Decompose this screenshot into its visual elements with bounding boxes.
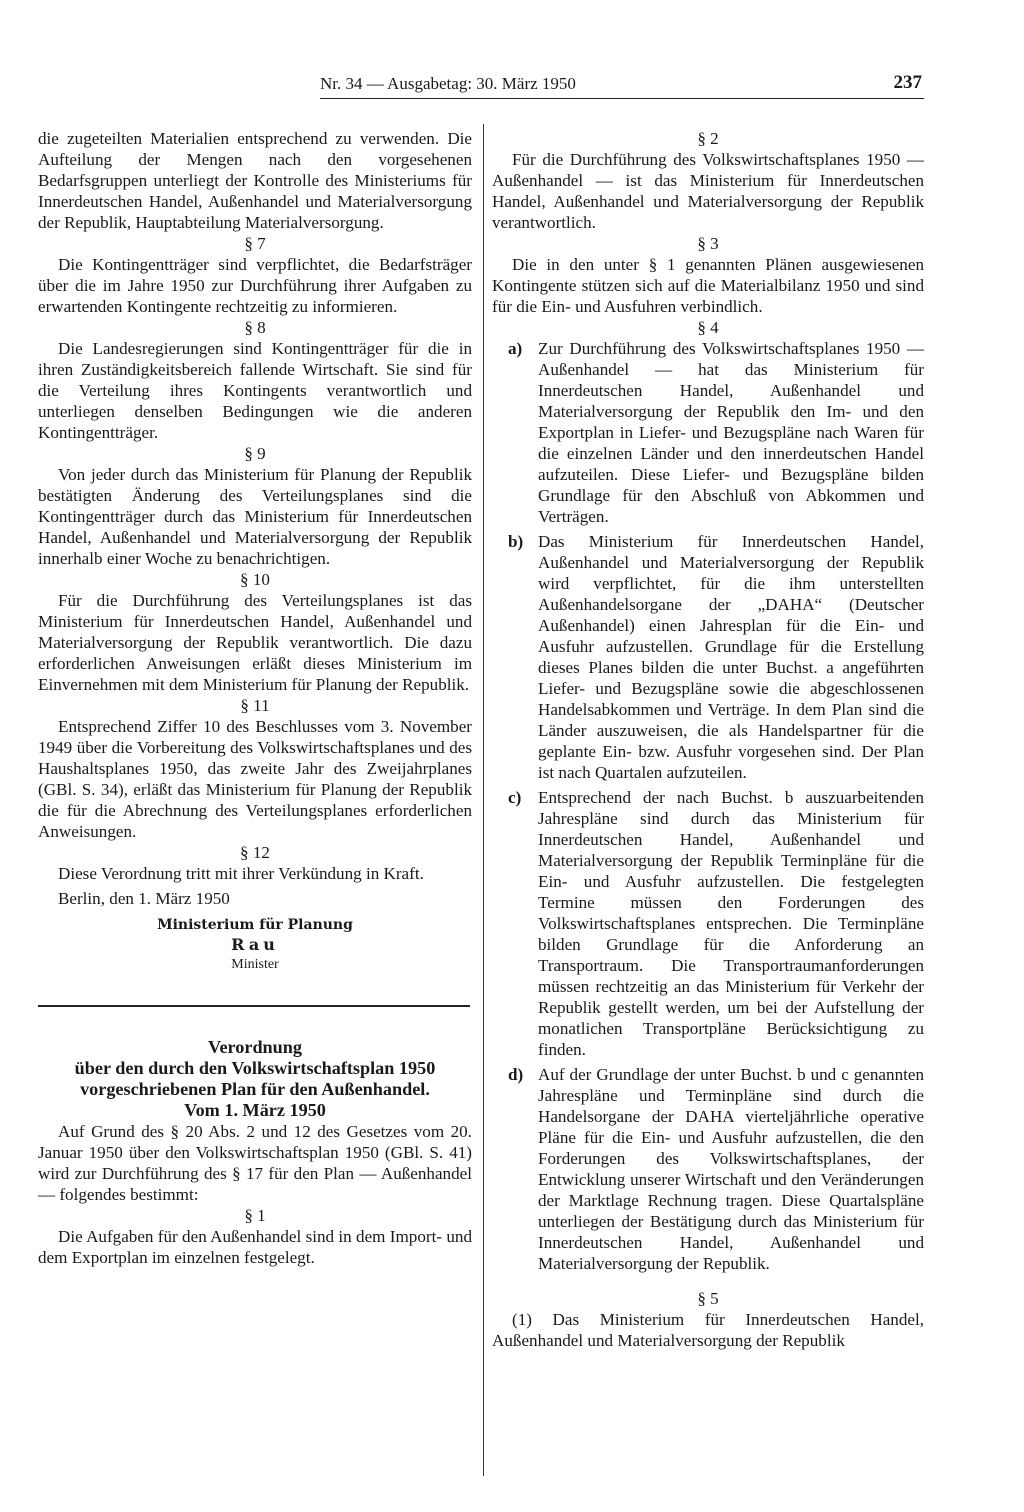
list-item-c	[492, 787, 924, 1060]
section-9-heading: § 9	[244, 444, 266, 463]
list-item-d	[492, 1064, 924, 1274]
list-item-text: Auf der Grundlage der unter Buchst. b und c genannten Jahrespläne und Terminpläne sind durch die Handelsorgane der DAHA vierteljährliche operative Pläne für die Ein- und Ausfuhr aufzustellen, die den Forderungen des Volkswirtschaftsplanes, der Entwicklung unserer Wirtschaft und den Veränderungen der Marktlage Rechnung tragen. Diese Quartalspläne unterliegen der Bestätigung durch das Ministerium für Innerdeutschen Handel, Außenhandel und Materialversorgung der Republik.	[538, 1065, 924, 1273]
preamble: Auf Grund des § 20 Abs. 2 und 12 des Gesetzes vom 20. Januar 1950 über den Volkswirtschaftsplan 1950 (GBl. S. 41) wird zur Durchführung des § 17 für den Plan — Außenhandel — folgendes bestimmt:	[38, 1122, 472, 1204]
section-3-text: Die in den unter § 1 genannten Plänen ausgewiesenen Kontingente stützen sich auf die Materialbilanz 1950 und sind für die Ein- und Ausfuhren verbindlich.	[492, 255, 924, 316]
section-8-heading: § 8	[244, 318, 266, 337]
section-10-text: Für die Durchführung des Verteilungsplanes ist das Ministerium für Innerdeutschen Handel, Außenhandel und Materialversorgung der Republik verantwortlich. Die dazu erforderlichen Anweisungen erläßt dieses Ministerium im Einvernehmen mit dem Ministerium für Planung der Republik.	[38, 591, 472, 694]
section-5-text: (1) Das Ministerium für Innerdeutschen Handel, Außenhandel und Materialversorgung der Republik	[492, 1310, 924, 1350]
header-rule	[320, 98, 924, 99]
section-11-text: Entsprechend Ziffer 10 des Beschlusses vom 3. November 1949 über die Vorbereitung des Volkswirtschaftsplanes und des Haushaltsplanes 1950, das zweite Jahr des Zweijahrplanes (GBl. S. 34), erläßt das Ministerium für Planung der Republik die für die Abrechnung des Verteilungsplanes erforderlichen Anweisungen.	[38, 717, 472, 841]
section-8-text: Die Landesregierungen sind Kontingentträger für die in ihren Zuständigkeitsbereich fallende Wirtschaft. Sie sind für die Verteilung ihres Kontingents verantwortlich und unterliegen denselben Bedingungen wie die anderen Kontingentträger.	[38, 339, 472, 442]
section-12-heading: § 12	[240, 843, 270, 862]
section-3-heading: § 3	[697, 234, 719, 253]
page-number: 237	[893, 72, 922, 93]
signature-name: Rau	[231, 935, 279, 954]
section-1-text: Die Aufgaben für den Außenhandel sind in dem Import- und dem Exportplan im einzelnen festgelegt.	[38, 1227, 472, 1267]
list-item-text: Zur Durchführung des Volkswirtschaftsplanes 1950 — Außenhandel — hat das Ministerium für Innerdeutschen Handel, Außenhandel und Materialversorgung der Republik den Im- und den Exportplan in Liefer- und Bezugspläne nach Waren für die einzelnen Länder und den innerdeutschen Handel aufzuteilen. Diese Liefer- und Bezugspläne bilden Grundlage für den Abschluß von Abkommen und Verträgen.	[538, 339, 924, 526]
section-4-heading: § 4	[697, 318, 719, 337]
list-item-text: Das Ministerium für Innerdeutschen Handel, Außenhandel und Materialversorgung der Republik wird verpflichtet, für die ihm unterstellten Außenhandelsorgane der „DAHA“ (Deutscher Außenhandel) einen Jahresplan für die Ein- und Ausfuhr aufzustellen. Grundlage für die Erstellung dieses Planes bilden die unter Buchst. a angeführten Liefer- und Bezugspläne sowie die abgeschlossenen Handelsabkommen und Verträge. In dem Plan sind die Länder auszuweisen, die als Handelspartner für die geplante Ein- bzw. Ausfuhr vorgesehen sind. Der Plan ist nach Quartalen aufzuteilen.	[538, 532, 924, 782]
section-12-text: Diese Verordnung tritt mit ihrer Verkündung in Kraft.	[58, 864, 424, 883]
section-2-text: Für die Durchführung des Volkswirtschaftsplanes 1950 — Außenhandel — ist das Ministerium für Innerdeutschen Handel, Außenhandel und Materialversorgung der Republik verantwortlich.	[492, 150, 924, 232]
list-item-label: a)	[508, 339, 523, 358]
left-column	[38, 128, 472, 1268]
section-5-heading: § 5	[697, 1289, 719, 1308]
page-header	[320, 74, 924, 102]
signature-ministry: Ministerium für Planung	[157, 917, 353, 933]
list-item-text: Entsprechend der nach Buchst. b auszuarbeitenden Jahrespläne sind durch das Ministerium für Innerdeutschen Handel, Außenhandel und Materialversorgung der Republik Terminpläne für die Ein- und Ausfuhr aufzustellen. Die festgelegten Termine müssen den Forderungen des Volkswirtschaftsplanes entsprechen. Die Terminpläne bilden Grundlage für die Anforderung an Transportraum. Die Transportraumanforderungen müssen rechtzeitig an das Ministerium für Verkehr der Republik gestellt werden, um bei der Aufstellung der monatlichen Transportpläne Berücksichtigung zu finden.	[538, 788, 924, 1059]
list-item-b	[492, 531, 924, 783]
decree-title-1: Verordnung	[208, 1037, 302, 1057]
place-date: Berlin, den 1. März 1950	[58, 889, 230, 908]
section-9-text: Von jeder durch das Ministerium für Planung der Republik bestätigten Änderung des Verteilungsplanes sind die Kontingentträger durch das Ministerium für Innerdeutschen Handel, Außenhandel und Materialversorgung der Republik innerhalb einer Woche zu benachrichtigen.	[38, 465, 472, 568]
section-1-heading: § 1	[244, 1206, 266, 1225]
column-divider	[483, 124, 484, 1476]
issue-line: Nr. 34 — Ausgabetag: 30. März 1950	[320, 74, 576, 93]
section-10-heading: § 10	[240, 570, 270, 589]
decree-divider	[38, 1005, 470, 1007]
decree-title-2: über den durch den Volkswirtschaftsplan 1950	[74, 1058, 436, 1078]
section-7-heading: § 7	[244, 234, 266, 253]
decree-title-4: Vom 1. März 1950	[184, 1100, 326, 1120]
decree-title-3: vorgeschriebenen Plan für den Außenhandel.	[80, 1079, 430, 1099]
list-item-label: c)	[508, 788, 522, 807]
list-item-label: d)	[508, 1065, 524, 1084]
intro-paragraph: die zugeteilten Materialien entsprechend zu verwenden. Die Aufteilung der Mengen nach den vorgesehenen Bedarfsgruppen unterliegt der Kontrolle des Ministeriums für Innerdeutschen Handel, Außenhandel und Materialversorgung der Republik, Hauptabteilung Materialversorgung.	[38, 129, 472, 232]
signature-title: Minister	[231, 957, 279, 972]
section-11-heading: § 11	[240, 696, 270, 715]
list-item-a	[492, 338, 924, 527]
list-item-label: b)	[508, 532, 524, 551]
right-column	[492, 128, 924, 1351]
section-7-text: Die Kontingentträger sind verpflichtet, die Bedarfsträger über die im Jahre 1950 zur Durchführung ihrer Aufgaben zu erwartenden Kontingente rechtzeitig zu informieren.	[38, 255, 472, 316]
section-2-heading: § 2	[697, 129, 719, 148]
